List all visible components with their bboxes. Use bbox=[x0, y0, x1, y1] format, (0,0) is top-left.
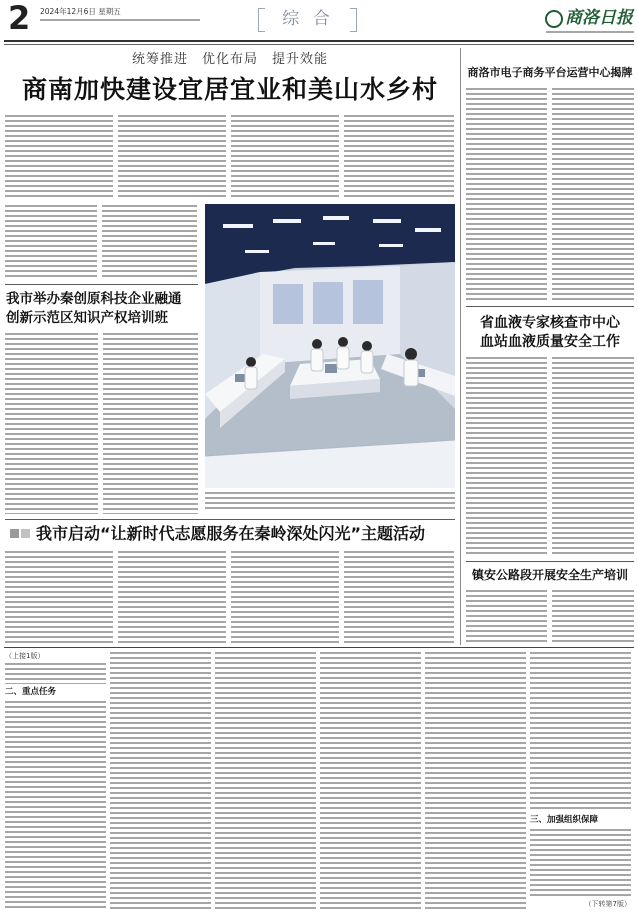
logo-emblem-icon bbox=[545, 10, 563, 28]
story-divider bbox=[466, 561, 634, 562]
ip-training-headline-line1: 我市举办秦创原科技企业融通 bbox=[6, 291, 182, 307]
header-rule-thin bbox=[4, 44, 634, 45]
lab-photo bbox=[205, 204, 455, 488]
body-text-block bbox=[466, 88, 547, 301]
lab-worker bbox=[361, 341, 373, 373]
lead-story-deck: 统筹推进 优化布局 提升效能 bbox=[131, 52, 328, 67]
lab-window bbox=[313, 282, 343, 324]
section-title: 综 合 bbox=[282, 9, 334, 29]
body-text-block bbox=[103, 333, 198, 514]
body-text-block bbox=[5, 115, 113, 200]
lab-equipment bbox=[325, 364, 337, 373]
section-bracket-right bbox=[350, 8, 357, 32]
ceiling-light bbox=[313, 242, 335, 245]
body-text-block bbox=[5, 663, 106, 684]
lead-story-headline: 商南加快建设宜居宜业和美山水乡村 bbox=[21, 75, 438, 104]
body-text-block bbox=[118, 115, 226, 200]
blood-safety-headline-line2: 血站血液质量安全工作 bbox=[480, 334, 620, 350]
photo-caption bbox=[205, 492, 455, 512]
section-heading-organization: 三、加强组织保障 bbox=[530, 815, 599, 825]
body-text-block bbox=[552, 590, 634, 642]
volunteer-headline: 我市启动“让新时代志愿服务在秦岭深处闪光”主题活动 bbox=[36, 524, 426, 543]
ceiling-light bbox=[273, 219, 301, 223]
body-text-block bbox=[215, 652, 316, 910]
ceiling-light bbox=[223, 224, 253, 228]
lab-worker bbox=[311, 339, 323, 371]
lab-window bbox=[273, 284, 303, 324]
body-text-block bbox=[425, 652, 526, 910]
body-text-block bbox=[466, 590, 547, 642]
headline-marker-icon bbox=[21, 529, 30, 538]
ecommerce-headline: 商洛市电子商务平台运营中心揭牌 bbox=[467, 66, 633, 79]
page-number: 2 bbox=[8, 0, 31, 37]
publication-date: 2024年12月6日 星期五 bbox=[40, 7, 121, 16]
continued-from-label: （上接1版） bbox=[5, 652, 45, 660]
body-text-block bbox=[231, 115, 339, 200]
lab-equipment bbox=[235, 374, 245, 382]
lab-worker bbox=[245, 357, 257, 389]
ceiling-light bbox=[415, 228, 441, 232]
headline-marker-icon bbox=[10, 529, 19, 538]
body-text-block bbox=[110, 652, 211, 910]
body-text-block bbox=[344, 551, 454, 643]
road-safety-headline: 镇安公路段开展安全生产培训 bbox=[471, 568, 628, 582]
ceiling-light bbox=[245, 250, 269, 253]
body-text-block bbox=[102, 205, 197, 280]
story-divider bbox=[5, 519, 455, 520]
body-text-block bbox=[466, 357, 547, 556]
body-text-block bbox=[5, 701, 106, 910]
body-text-block bbox=[5, 333, 98, 514]
header-info-line bbox=[40, 19, 200, 22]
ceiling-light bbox=[373, 219, 401, 223]
lab-worker bbox=[337, 337, 349, 369]
newspaper-logo: 商洛日报 bbox=[565, 8, 633, 28]
body-text-block bbox=[530, 829, 631, 897]
body-text-block bbox=[5, 205, 97, 280]
section-bracket-left bbox=[258, 8, 265, 32]
blood-safety-headline-line1: 省血液专家核查市中心 bbox=[480, 315, 620, 331]
body-text-block bbox=[344, 115, 454, 200]
body-text-block bbox=[5, 551, 113, 643]
body-text-block bbox=[552, 88, 634, 301]
column-divider bbox=[460, 48, 461, 645]
ceiling-light bbox=[323, 216, 349, 220]
section-rule bbox=[4, 647, 634, 648]
story-divider bbox=[466, 306, 634, 307]
body-text-block bbox=[231, 551, 339, 643]
lab-worker bbox=[404, 348, 418, 386]
logo-info-line bbox=[546, 31, 634, 34]
story-divider bbox=[5, 284, 198, 285]
body-text-block bbox=[320, 652, 421, 910]
body-text-block bbox=[118, 551, 226, 643]
continued-to-label: （下转第7版） bbox=[584, 900, 631, 908]
ip-training-headline-line2: 创新示范区知识产权培训班 bbox=[6, 310, 168, 326]
body-text-block bbox=[552, 357, 634, 556]
ceiling-light bbox=[379, 244, 403, 247]
section-heading-key-tasks: 二、重点任务 bbox=[5, 687, 57, 697]
header-rule bbox=[4, 40, 634, 42]
lab-window bbox=[353, 280, 383, 324]
body-text-block bbox=[530, 652, 631, 812]
